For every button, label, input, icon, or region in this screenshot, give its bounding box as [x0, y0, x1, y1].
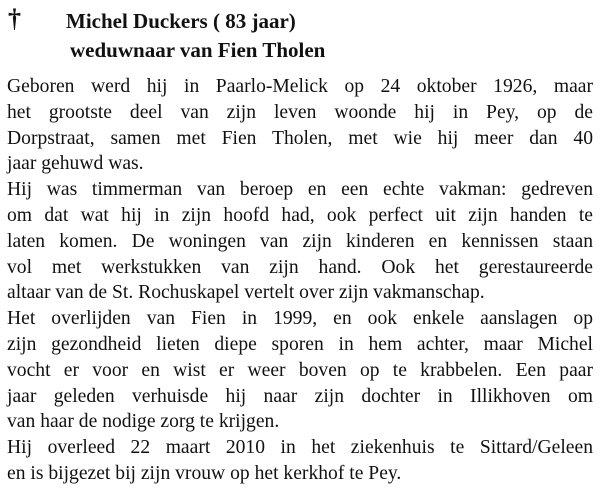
text-line: Dorpstraat, samen met Fien Tholen, met wie hij meer dan 40	[7, 127, 593, 149]
paragraph-later-life	[7, 306, 593, 435]
text-line: vol met werkstukken van zijn hand. Ook het gerestaureerde	[7, 256, 593, 278]
paragraph-death	[7, 435, 593, 487]
paragraph-birth	[7, 74, 593, 177]
text-line: Geboren werd hij in Paarlo-Melick op 24 oktober 1926, maar	[7, 76, 593, 97]
paragraph-profession	[7, 177, 593, 306]
deceased-name: Michel Duckers ( 83 jaar)	[66, 9, 296, 33]
text-line: altaar van de St. Rochuskapel vertelt over zijn vakmanschap.	[7, 282, 485, 304]
text-line: van haar de nodige zorg te krijgen.	[7, 411, 280, 433]
obituary-body	[7, 74, 593, 487]
text-line: om dat wat hij in zijn hoofd had, ook perfect uit zijn handen te	[7, 204, 593, 226]
text-line: Hij was timmerman van beroep en een echte vakman: gedreven	[7, 179, 593, 201]
text-line: jaar geleden verhuisde hij naar zijn dochter in Illikhoven om	[7, 385, 593, 407]
text-line: jaar gehuwd was.	[7, 153, 144, 175]
text-line: het grootste deel van zijn leven woonde hij in Pey, op de	[7, 101, 593, 123]
cross-icon: †	[8, 4, 21, 33]
text-line: vocht er voor en wist er weer boven op te krabbelen. Een paar	[7, 359, 593, 381]
obituary-header	[66, 7, 325, 65]
text-line: laten komen. De woningen van zijn kinderen en kennissen staan	[7, 230, 593, 252]
spouse-line: weduwnaar van Fien Tholen	[70, 38, 326, 62]
text-line: Het overlijden van Fien in 1999, en ook enkele aanslagen op	[7, 308, 593, 330]
text-line: zijn gezondheid lieten diepe sporen in hem achter, maar Michel	[7, 333, 593, 355]
text-line: en is bijgezet bij zijn vrouw op het kerkhof te Pey.	[7, 462, 402, 484]
text-line: Hij overleed 22 maart 2010 in het ziekenhuis te Sittard/Geleen	[7, 437, 593, 459]
